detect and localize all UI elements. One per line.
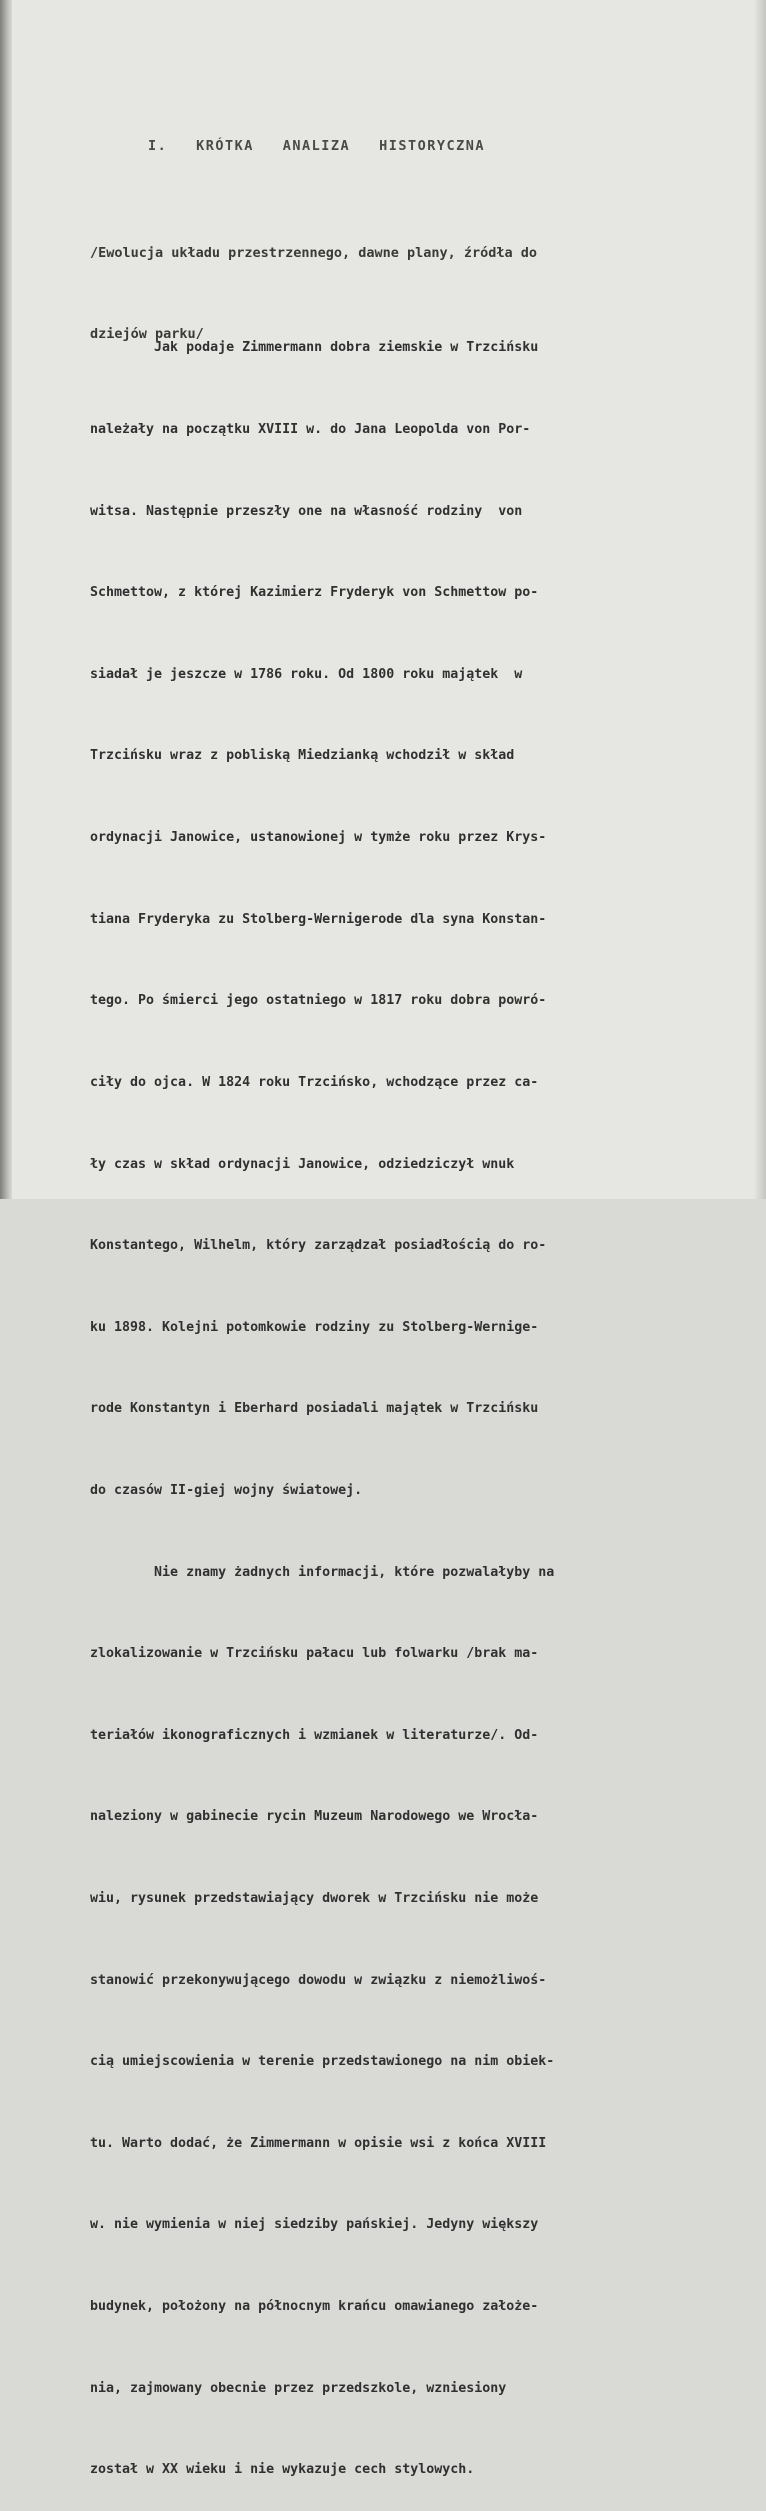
text-line: rode Konstantyn i Eberhard posiadali majątek w Trzcińsku [90, 1401, 539, 1417]
text-line: ordynacji Janowice, ustanowionej w tymże roku przez Krys- [90, 830, 547, 846]
text-line: ciły do ojca. W 1824 roku Trzcińsko, wchodzące przez ca- [90, 1074, 539, 1090]
text-line: ły czas w skład ordynacji Janowice, odziedziczył wnuk [90, 1156, 515, 1172]
text-line: tu. Warto dodać, że Zimmermann w opisie wsi z końca XVIII [90, 2135, 547, 2151]
text-line: tego. Po śmierci jego ostatniego w 1817 roku dobra powró- [90, 993, 547, 1009]
subtitle-line: dziejów parku/ [90, 326, 204, 342]
text-line: Trzcińsku wraz z pobliską Miedzianką wchodził w skład [90, 748, 515, 764]
text-line: Schmettow, z której Kazimierz Fryderyk von Schmettow po- [90, 585, 539, 601]
section-heading: I. KRÓTKA ANALIZA HISTORYCZNA [148, 138, 485, 154]
text-line: Nie znamy żadnych informacji, które pozwalałyby na [90, 1564, 555, 1580]
text-line: naleziony w gabinecie rycin Muzeum Narodowego we Wrocła- [90, 1809, 539, 1825]
text-line: w. nie wymienia w niej siedziby pańskiej. Jedyny większy [90, 2217, 539, 2233]
body-text [90, 280, 710, 2511]
text-line: został w XX wieku i nie wykazuje cech stylowych. [90, 2462, 475, 2478]
text-line: Konstantego, Wilhelm, który zarządzał posiadłością do ro- [90, 1238, 547, 1254]
page-edge [754, 0, 766, 1199]
text-line: stanowić przekonywującego dowodu w związku z niemożliwoś- [90, 1972, 547, 1988]
text-line: witsa. Następnie przeszły one na własność rodziny von [90, 503, 523, 519]
binding-edge [0, 0, 12, 1199]
subtitle-line: /Ewolucja układu przestrzennego, dawne plany, źródła do [90, 245, 538, 261]
text-line: Jak podaje Zimmermann dobra ziemskie w Trzcińsku [90, 340, 539, 356]
text-line: teriałów ikonograficznych i wzmianek w literaturze/. Od- [90, 1727, 539, 1743]
text-line: nia, zajmowany obecnie przez przedszkole, wzniesiony [90, 2380, 507, 2396]
text-line: siadał je jeszcze w 1786 roku. Od 1800 roku majątek w [90, 666, 523, 682]
text-line: budynek, położony na północnym krańcu omawianego założe- [90, 2299, 539, 2315]
text-line: cią umiejscowienia w terenie przedstawionego na nim obiek- [90, 2054, 555, 2070]
text-line: zlokalizowanie w Trzcińsku pałacu lub folwarku /brak ma- [90, 1646, 539, 1662]
text-line: wiu, rysunek przedstawiający dworek w Trzcińsku nie może [90, 1890, 539, 1906]
text-line: należały na początku XVIII w. do Jana Leopolda von Por- [90, 422, 531, 438]
text-line: do czasów II-giej wojny światowej. [90, 1482, 363, 1498]
text-line: ku 1898. Kolejni potomkowie rodziny zu Stolberg-Wernige- [90, 1319, 539, 1335]
text-line: tiana Fryderyka zu Stolberg-Wernigerode dla syna Konstan- [90, 911, 547, 927]
